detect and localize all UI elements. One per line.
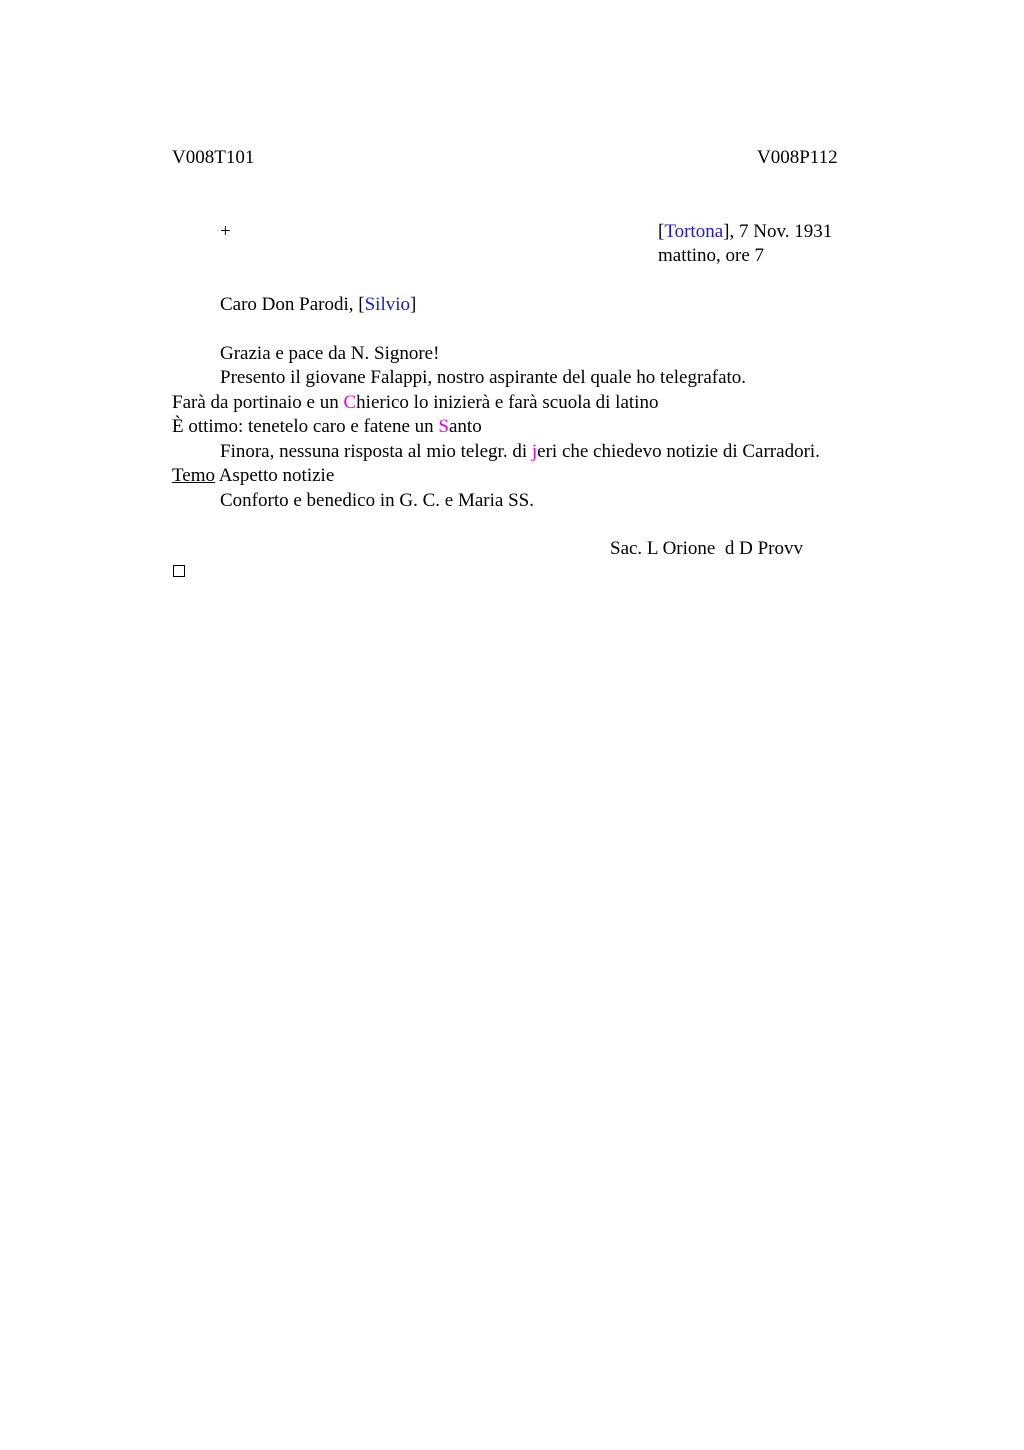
end-box-icon <box>173 565 185 577</box>
body-line-4-before: È ottimo: tenetelo caro e fatene un <box>172 416 439 437</box>
body-line-7: Conforto e benedico in G. C. e Maria SS. <box>220 490 534 511</box>
body-line-5-before: Finora, nessuna risposta al mio telegr. di <box>220 441 532 462</box>
cross-mark: + <box>220 221 231 242</box>
letter-time: mattino, ore 7 <box>658 245 765 266</box>
body-line-1: Grazia e pace da N. Signore! <box>220 343 440 364</box>
body-line-3-after: hierico lo inizierà e farà scuola di latino <box>356 392 659 413</box>
document-code-right: V008P112 <box>757 147 838 168</box>
body-line-2: Presento il giovane Falappi, nostro aspirante del quale ho telegrafato. <box>220 367 747 388</box>
salutation-suffix: ] <box>410 294 417 315</box>
document-code-left: V008T101 <box>172 147 255 168</box>
body-line-4 <box>172 415 482 439</box>
body-line-5-mark: j <box>531 441 538 462</box>
body-line-4-mark: S <box>438 416 449 437</box>
body-line-6-after: Aspetto notizie <box>215 465 335 486</box>
salutation-name: Silvio <box>364 294 410 315</box>
letter-date <box>658 220 832 244</box>
body-line-6-underlined: Temo <box>172 465 215 486</box>
salutation-prefix: Caro Don Parodi, [ <box>220 294 365 315</box>
body-line-6 <box>172 464 334 488</box>
body-line-5 <box>220 440 820 464</box>
salutation <box>220 293 416 317</box>
date-place: Tortona <box>664 221 724 242</box>
date-rest: ], 7 Nov. 1931 <box>723 221 833 242</box>
body-line-5-after: eri che chiedevo notizie di Carradori. <box>537 441 820 462</box>
date-bracket-open: [ <box>658 221 665 242</box>
body-line-4-after: anto <box>449 416 482 437</box>
body-line-3-before: Farà da portinaio e un <box>172 392 344 413</box>
body-line-3 <box>172 391 658 415</box>
body-line-3-mark: C <box>343 392 357 413</box>
signature: Sac. L Orione d D Provv <box>610 538 803 559</box>
